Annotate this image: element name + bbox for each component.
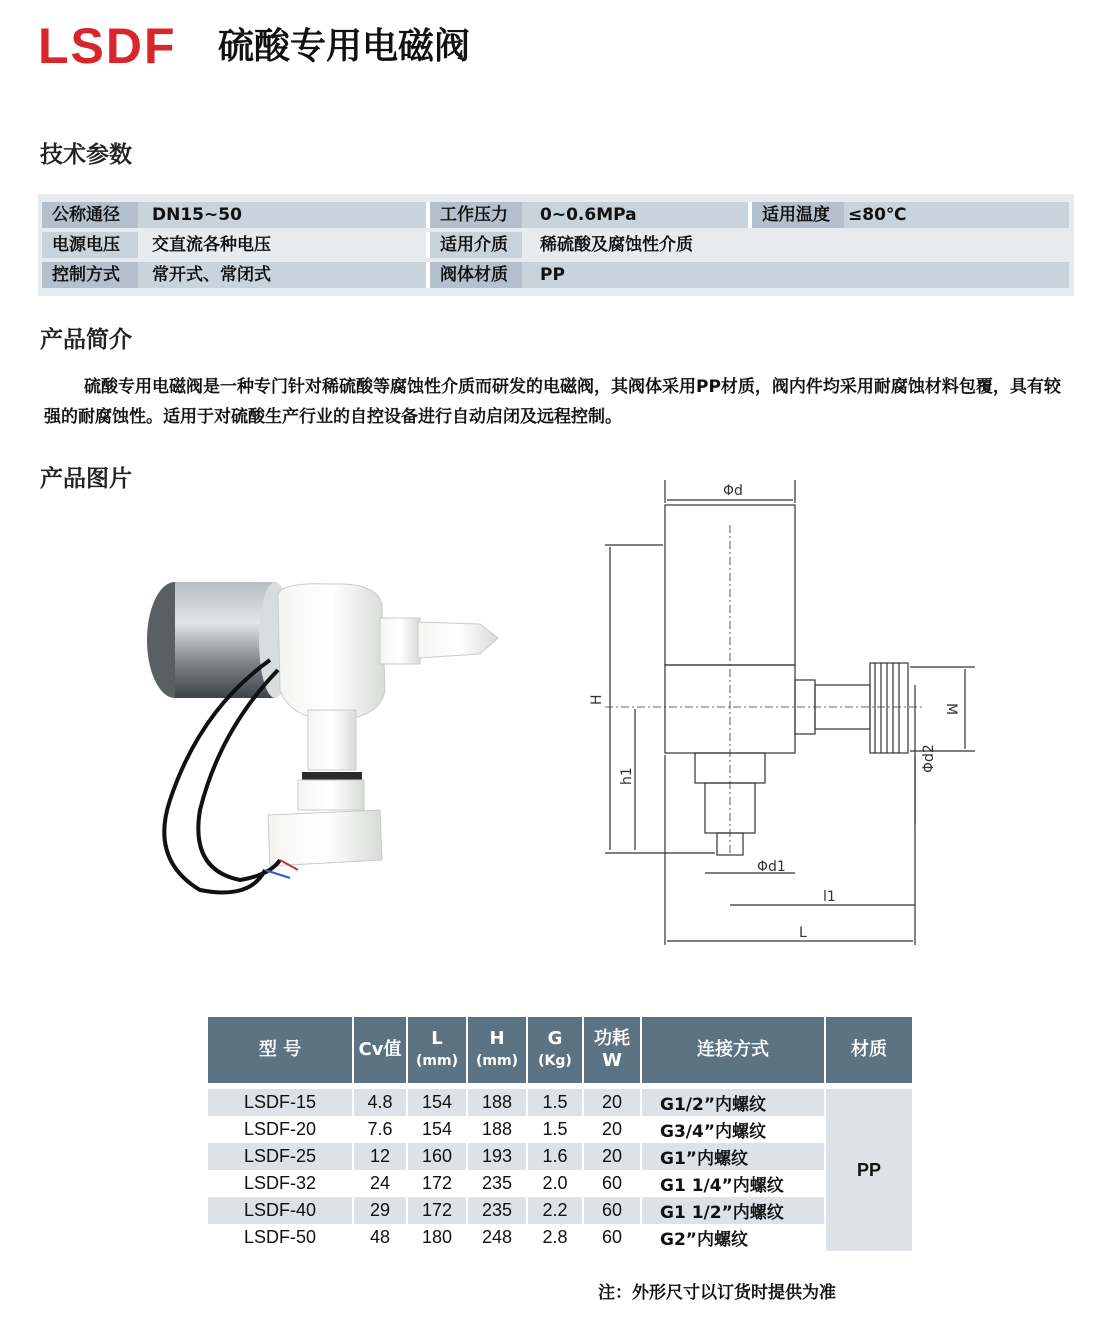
cell-power: 20: [584, 1089, 640, 1116]
cell-cv: 24: [369, 1173, 391, 1193]
cell-connection: G1/2”内螺纹: [642, 1089, 824, 1116]
param-value: 常开式、常闭式: [152, 265, 271, 285]
cell-model: LSDF-50: [243, 1227, 317, 1247]
table-row: [208, 1089, 912, 1116]
col-header-G-label: G: [547, 1028, 563, 1049]
dim-label-H: H: [589, 694, 605, 705]
cell-H: 235: [468, 1197, 526, 1224]
cell-H: 235: [481, 1173, 513, 1193]
table-row: [208, 1170, 912, 1197]
cell-G: 1.6: [528, 1143, 582, 1170]
dim-label-d1: Φd1: [757, 859, 786, 875]
params-row: [42, 232, 1069, 258]
dim-label-d: Φd: [723, 483, 743, 499]
cell-model: LSDF-40: [208, 1197, 352, 1224]
dim-label-d2: Φd2: [921, 744, 937, 773]
section-title-intro: 产品简介: [40, 327, 132, 353]
table-row: [208, 1197, 912, 1224]
cell-L: 180: [421, 1227, 453, 1247]
col-header-H-label: H: [489, 1028, 505, 1049]
cell-connection: G3/4”内螺纹: [660, 1122, 766, 1142]
cell-connection: G2”内螺纹: [660, 1230, 748, 1250]
param-value: 稀硫酸及腐蚀性介质: [540, 235, 693, 255]
cell-cv: 48: [369, 1227, 391, 1247]
brand-logo: LSDF: [38, 18, 177, 74]
table-row: [208, 1143, 912, 1170]
cell-material: PP: [826, 1089, 912, 1251]
cell-power: 60: [601, 1173, 623, 1193]
cell-G: 2.0: [542, 1173, 568, 1193]
param-label: 适用介质: [430, 232, 522, 258]
col-header-cv: Cv值: [354, 1017, 406, 1083]
params-row: [42, 262, 1069, 288]
dim-label-L: L: [799, 925, 807, 941]
section-title-pictures: 产品图片: [40, 466, 132, 492]
cell-L: 154: [408, 1089, 466, 1116]
dim-label-l1: l1: [823, 889, 836, 905]
cell-L: 172: [408, 1197, 466, 1224]
param-value: DN15~50: [152, 205, 242, 225]
cell-L: 160: [408, 1143, 466, 1170]
params-table: [38, 194, 1074, 296]
col-header-power-unit: W: [602, 1050, 622, 1071]
param-label: 电源电压: [42, 232, 138, 258]
param-value: PP: [540, 265, 565, 285]
cell-cv: 4.8: [354, 1089, 406, 1116]
col-header-power: [584, 1017, 640, 1083]
params-row: [42, 202, 1069, 228]
param-label: 阀体材质: [430, 262, 522, 288]
cell-model: LSDF-20: [243, 1119, 317, 1139]
param-label: 控制方式: [42, 262, 138, 288]
cell-G: 2.2: [528, 1197, 582, 1224]
col-header-H: [468, 1017, 526, 1083]
cell-cv: 29: [354, 1197, 406, 1224]
product-photo: [130, 560, 510, 900]
param-label: 工作压力: [430, 202, 522, 228]
col-header-power-label: 功耗: [594, 1028, 630, 1049]
cell-model: LSDF-15: [208, 1089, 352, 1116]
param-label: 适用温度: [752, 202, 844, 228]
cell-power: 20: [584, 1143, 640, 1170]
col-header-G-unit: (Kg): [538, 1053, 572, 1069]
col-header-connection: 连接方式: [642, 1017, 824, 1083]
dim-label-h1: h1: [619, 767, 635, 785]
cell-H: 188: [481, 1119, 513, 1139]
cell-power: 20: [601, 1119, 623, 1139]
intro-paragraph: 硫酸专用电磁阀是一种专门针对稀硫酸等腐蚀性介质而研发的电磁阀，其阀体采用PP材质，阀内件均采用耐腐蚀材料包覆，具有较强的耐腐蚀性。适用于对硫酸生产行业的自控设备进行自动启闭及远程控制。: [44, 377, 1061, 427]
cell-G: 1.5: [528, 1089, 582, 1116]
table-row: [208, 1116, 912, 1143]
cell-power: 60: [601, 1227, 623, 1247]
section-title-tech-params: 技术参数: [40, 142, 132, 168]
col-header-G: [528, 1017, 582, 1083]
col-header-model: 型 号: [208, 1017, 352, 1083]
param-label: 公称通径: [42, 202, 138, 228]
cell-model: LSDF-25: [208, 1143, 352, 1170]
cell-connection: G1”内螺纹: [642, 1143, 824, 1170]
col-header-L: [408, 1017, 466, 1083]
param-value: ≤80℃: [848, 205, 907, 225]
col-header-L-label: L: [431, 1028, 443, 1049]
cell-connection: G1 1/4”内螺纹: [660, 1176, 784, 1196]
col-header-L-unit: (mm): [416, 1053, 458, 1069]
cell-power: 60: [584, 1197, 640, 1224]
cell-L: 154: [421, 1119, 453, 1139]
cell-H: 188: [468, 1089, 526, 1116]
cell-G: 2.8: [542, 1227, 568, 1247]
param-value: 交直流各种电压: [152, 235, 271, 255]
cell-cv: 7.6: [367, 1119, 393, 1139]
cell-L: 172: [421, 1173, 453, 1193]
dim-label-M: M: [943, 703, 959, 716]
col-header-material: 材质: [826, 1017, 912, 1083]
table-row: [208, 1224, 912, 1251]
page-title: 硫酸专用电磁阀: [218, 25, 471, 67]
footnote: 注：外形尺寸以订货时提供为准: [598, 1283, 836, 1303]
cell-model: LSDF-32: [243, 1173, 317, 1193]
cell-connection: G1 1/2”内螺纹: [642, 1197, 824, 1224]
dimension-drawing: [585, 475, 985, 965]
cell-H: 193: [468, 1143, 526, 1170]
cell-cv: 12: [354, 1143, 406, 1170]
spec-table: [206, 1017, 914, 1251]
cell-G: 1.5: [542, 1119, 568, 1139]
cell-H: 248: [481, 1227, 513, 1247]
param-value: 0~0.6MPa: [540, 205, 637, 225]
col-header-H-unit: (mm): [476, 1053, 518, 1069]
